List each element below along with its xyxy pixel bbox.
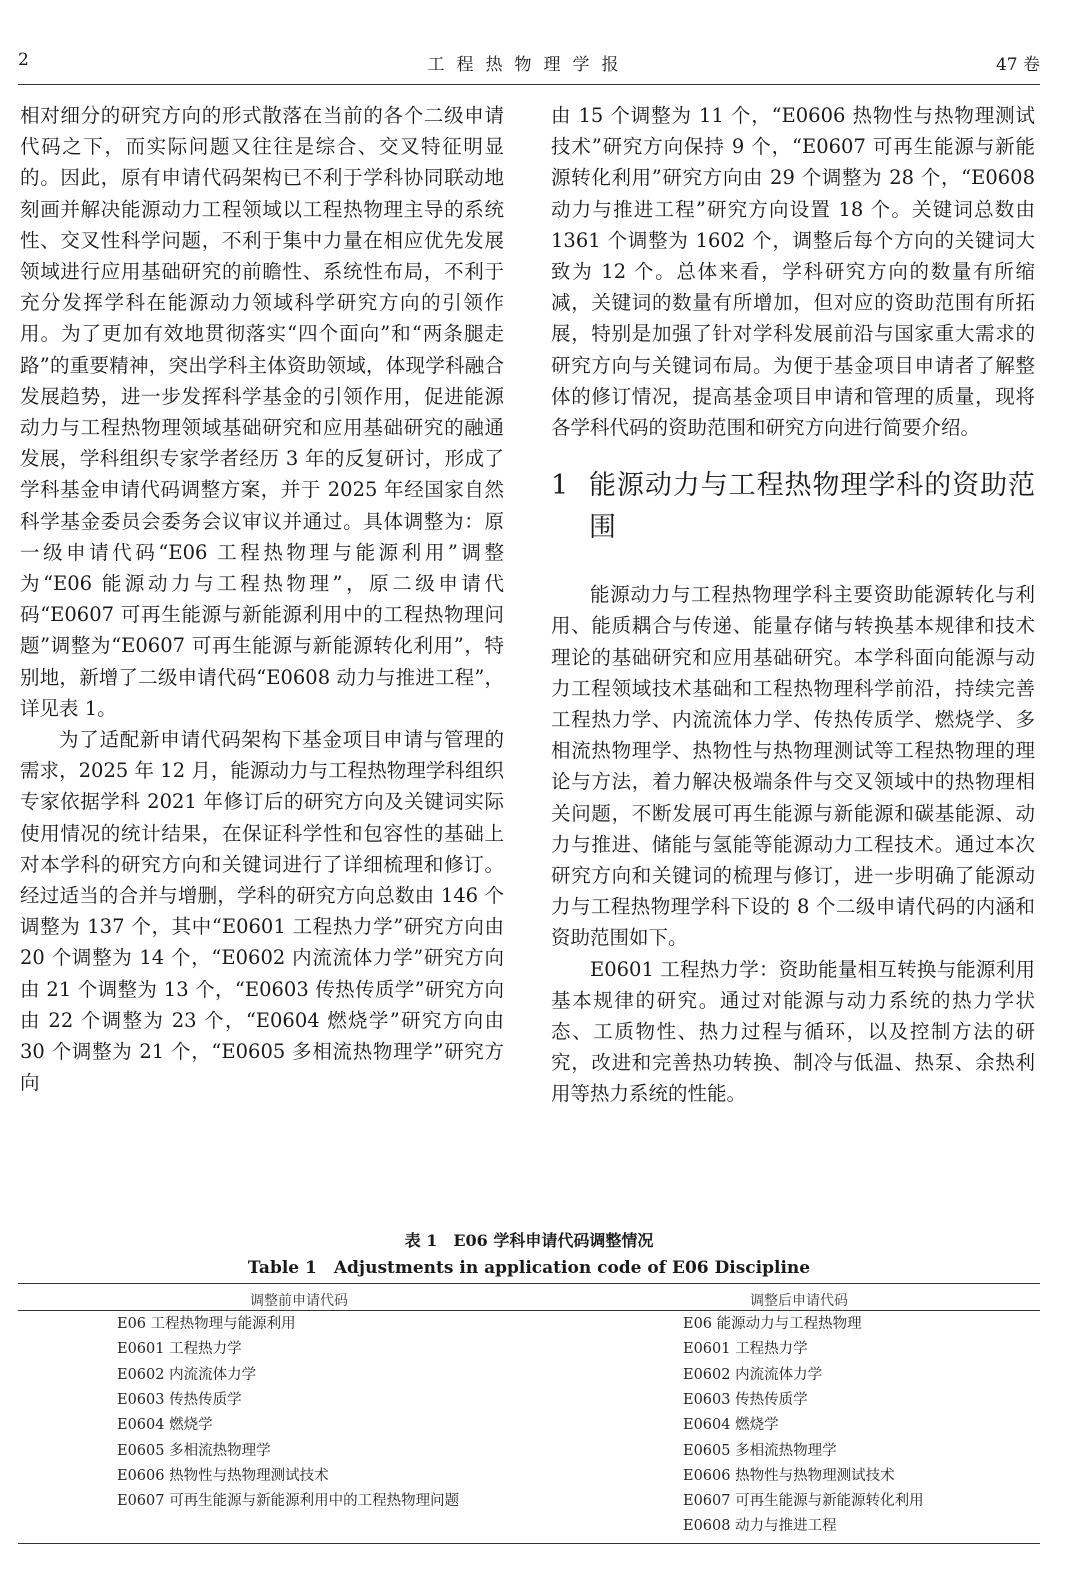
- right-paragraph-2: 能源动力与工程热物理学科主要资助能源转化与利用、能质耦合与传递、能量存储与转换基本规律和技术理论的基础研究和应用基础研究。本学科面向能源与动力工程领域技术基础和工程热物理科学前沿，持续完善工程热力学、内流流体力学、传热传质学、燃烧学、多相流热物理学、热物性与热物理测试等工程热物理的理论与方法，着力解决极端条件与交叉领域中的热物理相关问题，不断发展可再生能源与新能源和碳基能源、动力与推进、储能与氢能等能源动力工程技术。通过本次研究方向和关键词的梳理与修订，进一步明确了能源动力与工程热物理学科下设的 8 个二级申请代码的内涵和资助范围如下。: [551, 583, 1035, 950]
- table-caption-en: Table 1 Adjustments in application code of E06 Discipline: [247, 1258, 811, 1278]
- left-column: [20, 100, 504, 1099]
- right-paragraph-1: 由 15 个调整为 11 个，“E0606 热物性与热物理测试技术”研究方向保持 9 个，“E0607 可再生能源与新能源转化利用”研究方向由 29 个调整为 28 个，“E0608 动力与推进工程”研究方向设置 18 个。关键词总数由 1361 个调整为 1602 个，调整后每个方向的关键词大致为 12 个。总体来看，学科研究方向的数量有所缩减，关键词的数量有所增加，但对应的资助范围有所拓展，特别是加强了针对学科发展前沿与国家重大需求的研究方向与关键词布局。为便于基金项目申请者了解整体的修订情况，提高基金项目申请和管理的质量，现将各学科代码的资助范围和研究方向进行简要介绍。: [551, 104, 1035, 440]
- header-rule: [18, 84, 1040, 85]
- table-cell-after: E0606 热物性与热物理测试技术: [683, 1467, 895, 1484]
- page-number: 2: [18, 50, 29, 70]
- section-heading: [551, 465, 1035, 549]
- table-header-before: 调整前申请代码: [250, 1293, 348, 1309]
- table-cell-before: E0606 热物性与热物理测试技术: [117, 1467, 329, 1484]
- journal-title: 工程热物理学报: [427, 55, 631, 75]
- left-paragraph-2: 为了适配新申请代码架构下基金项目申请与管理的需求，2025 年 12 月，能源动力与工程热物理学科组织专家依据学科 2021 年修订后的研究方向及关键词实际使用情况的统计结果，在保证科学性和包容性的基础上对本学科的研究方向和关键词进行了详细梳理和修订。经过适当的合并与增删，学科的研究方向总数由 146 个调整为 137 个，其中“E0601 工程热力学”研究方向由 20 个调整为 14 个，“E0602 内流流体力学”研究方向由 21 个调整为 13 个，“E0603 传热传质学”研究方向由 22 个调整为 23 个，“E0604 燃烧学”研究方向由 30 个调整为 21 个，“E0605 多相流热物理学”研究方向: [20, 728, 504, 1095]
- table-mid-rule: [18, 1310, 1040, 1311]
- volume-label: 47 卷: [995, 55, 1040, 75]
- table-cell-before: E0604 燃烧学: [117, 1417, 213, 1434]
- table-cell-before: E0601 工程热力学: [117, 1341, 242, 1358]
- table-cell-before: E0603 传热传质学: [117, 1391, 242, 1408]
- table-cell-after: E0603 传热传质学: [683, 1391, 808, 1408]
- table-cell-after: E0602 内流流体力学: [683, 1366, 823, 1383]
- page-header: [18, 50, 1040, 80]
- table-cell-after: E0601 工程热力学: [683, 1341, 808, 1358]
- table-cell-before: E0602 内流流体力学: [117, 1366, 257, 1383]
- table-cell-after: E0608 动力与推进工程: [683, 1518, 837, 1535]
- table-cell-before: E06 工程热物理与能源利用: [117, 1316, 296, 1332]
- table-cell-after: E0607 可再生能源与新能源转化利用: [683, 1493, 924, 1510]
- table-header-after: 调整后申请代码: [750, 1293, 848, 1309]
- table-cell-after: E06 能源动力与工程热物理: [683, 1316, 862, 1332]
- table-cell-before: E0605 多相流热物理学: [117, 1442, 271, 1459]
- table-caption-zh: 表 1 E06 学科申请代码调整情况: [404, 1231, 654, 1250]
- table-cell-after: E0604 燃烧学: [683, 1417, 779, 1434]
- right-paragraph-3: E0601 工程热力学：资助能量相互转换与能源利用基本规律的研究。通过对能源与动力系统的热力学状态、工质物性、热力过程与循环，以及控制方法的研究，改进和完善热功转换、制冷与低温、热泵、余热利用等热力系统的性能。: [551, 957, 1035, 1106]
- section-number: 1: [551, 470, 569, 502]
- table-cell-before: E0607 可再生能源与新能源利用中的工程热物理问题: [117, 1493, 460, 1510]
- table-top-rule: [18, 1283, 1040, 1284]
- section-title: 能源动力与工程热物理学科的资助范围: [589, 470, 1035, 544]
- right-column: [551, 100, 1035, 1110]
- left-paragraph-1: 相对细分的研究方向的形式散落在当前的各个二级申请代码之下，而实际问题又往往是综合、交叉特征明显的。因此，原有申请代码架构已不利于学科协同联动地刻画并解决能源动力工程领域以工程热物理主导的系统性、交叉性科学问题，不利于集中力量在相应优先发展领域进行应用基础研究的前瞻性、系统性布局，不利于充分发挥学科在能源动力领域科学研究方向的引领作用。为了更加有效地贯彻落实“四个面向”和“两条腿走路”的重要精神，突出学科主体资助领域，体现学科融合发展趋势，进一步发挥科学基金的引领作用，促进能源动力与工程热物理领域基础研究和应用基础研究的融通发展，学科组织专家学者经历 3 年的反复研讨，形成了学科基金申请代码调整方案，并于 2025 年经国家自然科学基金委员会委务会议审议并通过。具体调整为：原一级申请代码“E06 工程热物理与能源利用”调整为“E06 能源动力与工程热物理”，原二级申请代码“E0607 可再生能源与新能源利用中的工程热物理问题”调整为“E0607 可再生能源与新能源转化利用”，特别地，新增了二级申请代码“E0608 动力与推进工程”，详见表 1。: [20, 104, 504, 720]
- table-cell-after: E0605 多相流热物理学: [683, 1442, 837, 1459]
- table-bottom-rule: [18, 1543, 1040, 1544]
